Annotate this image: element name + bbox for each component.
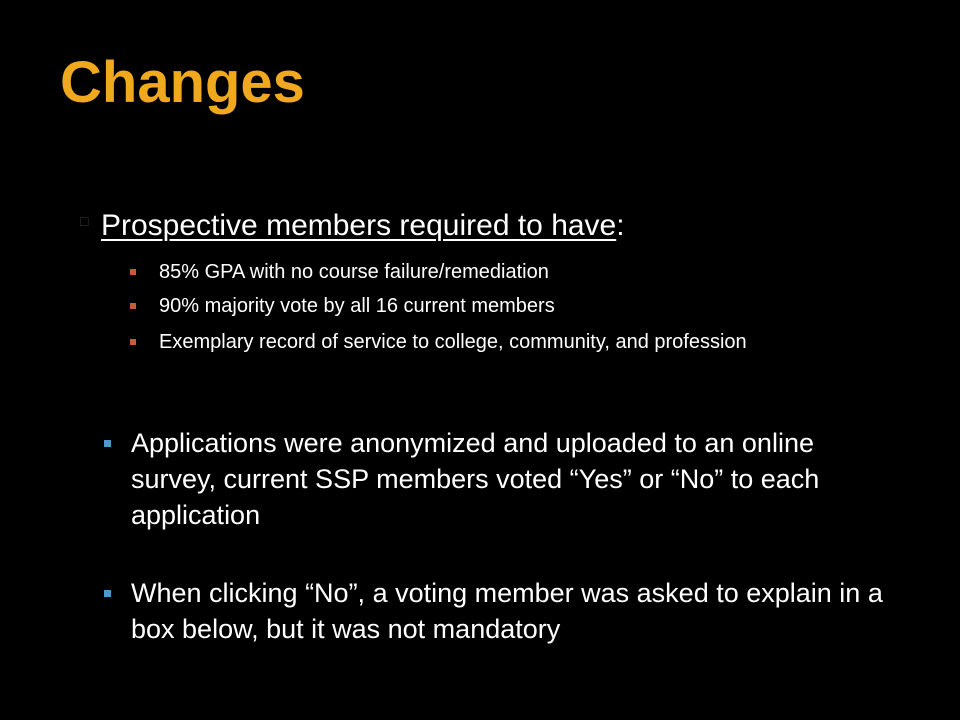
lead-heading-colon: :: [616, 209, 625, 242]
requirement-item-service: [130, 329, 850, 355]
requirement-item-vote: [130, 293, 850, 319]
requirement-text: Exemplary record of service to college, community, and profession: [159, 331, 747, 353]
point-voting-no: [104, 575, 884, 647]
title-band: [0, 0, 960, 150]
square-bullet-icon: [104, 440, 111, 447]
point-text: When clicking “No”, a voting member was asked to explain in a box below, but it was not mandatory: [131, 578, 883, 644]
lead-heading-text: Prospective members required to have: [101, 209, 617, 242]
lead-heading: [101, 206, 625, 246]
square-bullet-icon: [130, 339, 136, 345]
slide-title: Changes: [60, 50, 305, 115]
point-text: Applications were anonymized and uploaded to an online survey, current SSP members voted “Yes” or “No” to each application: [131, 428, 820, 530]
lead-bullet-icon: □: [80, 213, 89, 229]
square-bullet-icon: [130, 303, 136, 309]
square-bullet-icon: [130, 269, 136, 275]
requirement-item-gpa: [130, 259, 850, 285]
requirement-text: 85% GPA with no course failure/remediation: [159, 261, 549, 283]
square-bullet-icon: [104, 590, 111, 597]
point-applications: [104, 425, 884, 533]
requirement-text: 90% majority vote by all 16 current members: [159, 295, 555, 317]
